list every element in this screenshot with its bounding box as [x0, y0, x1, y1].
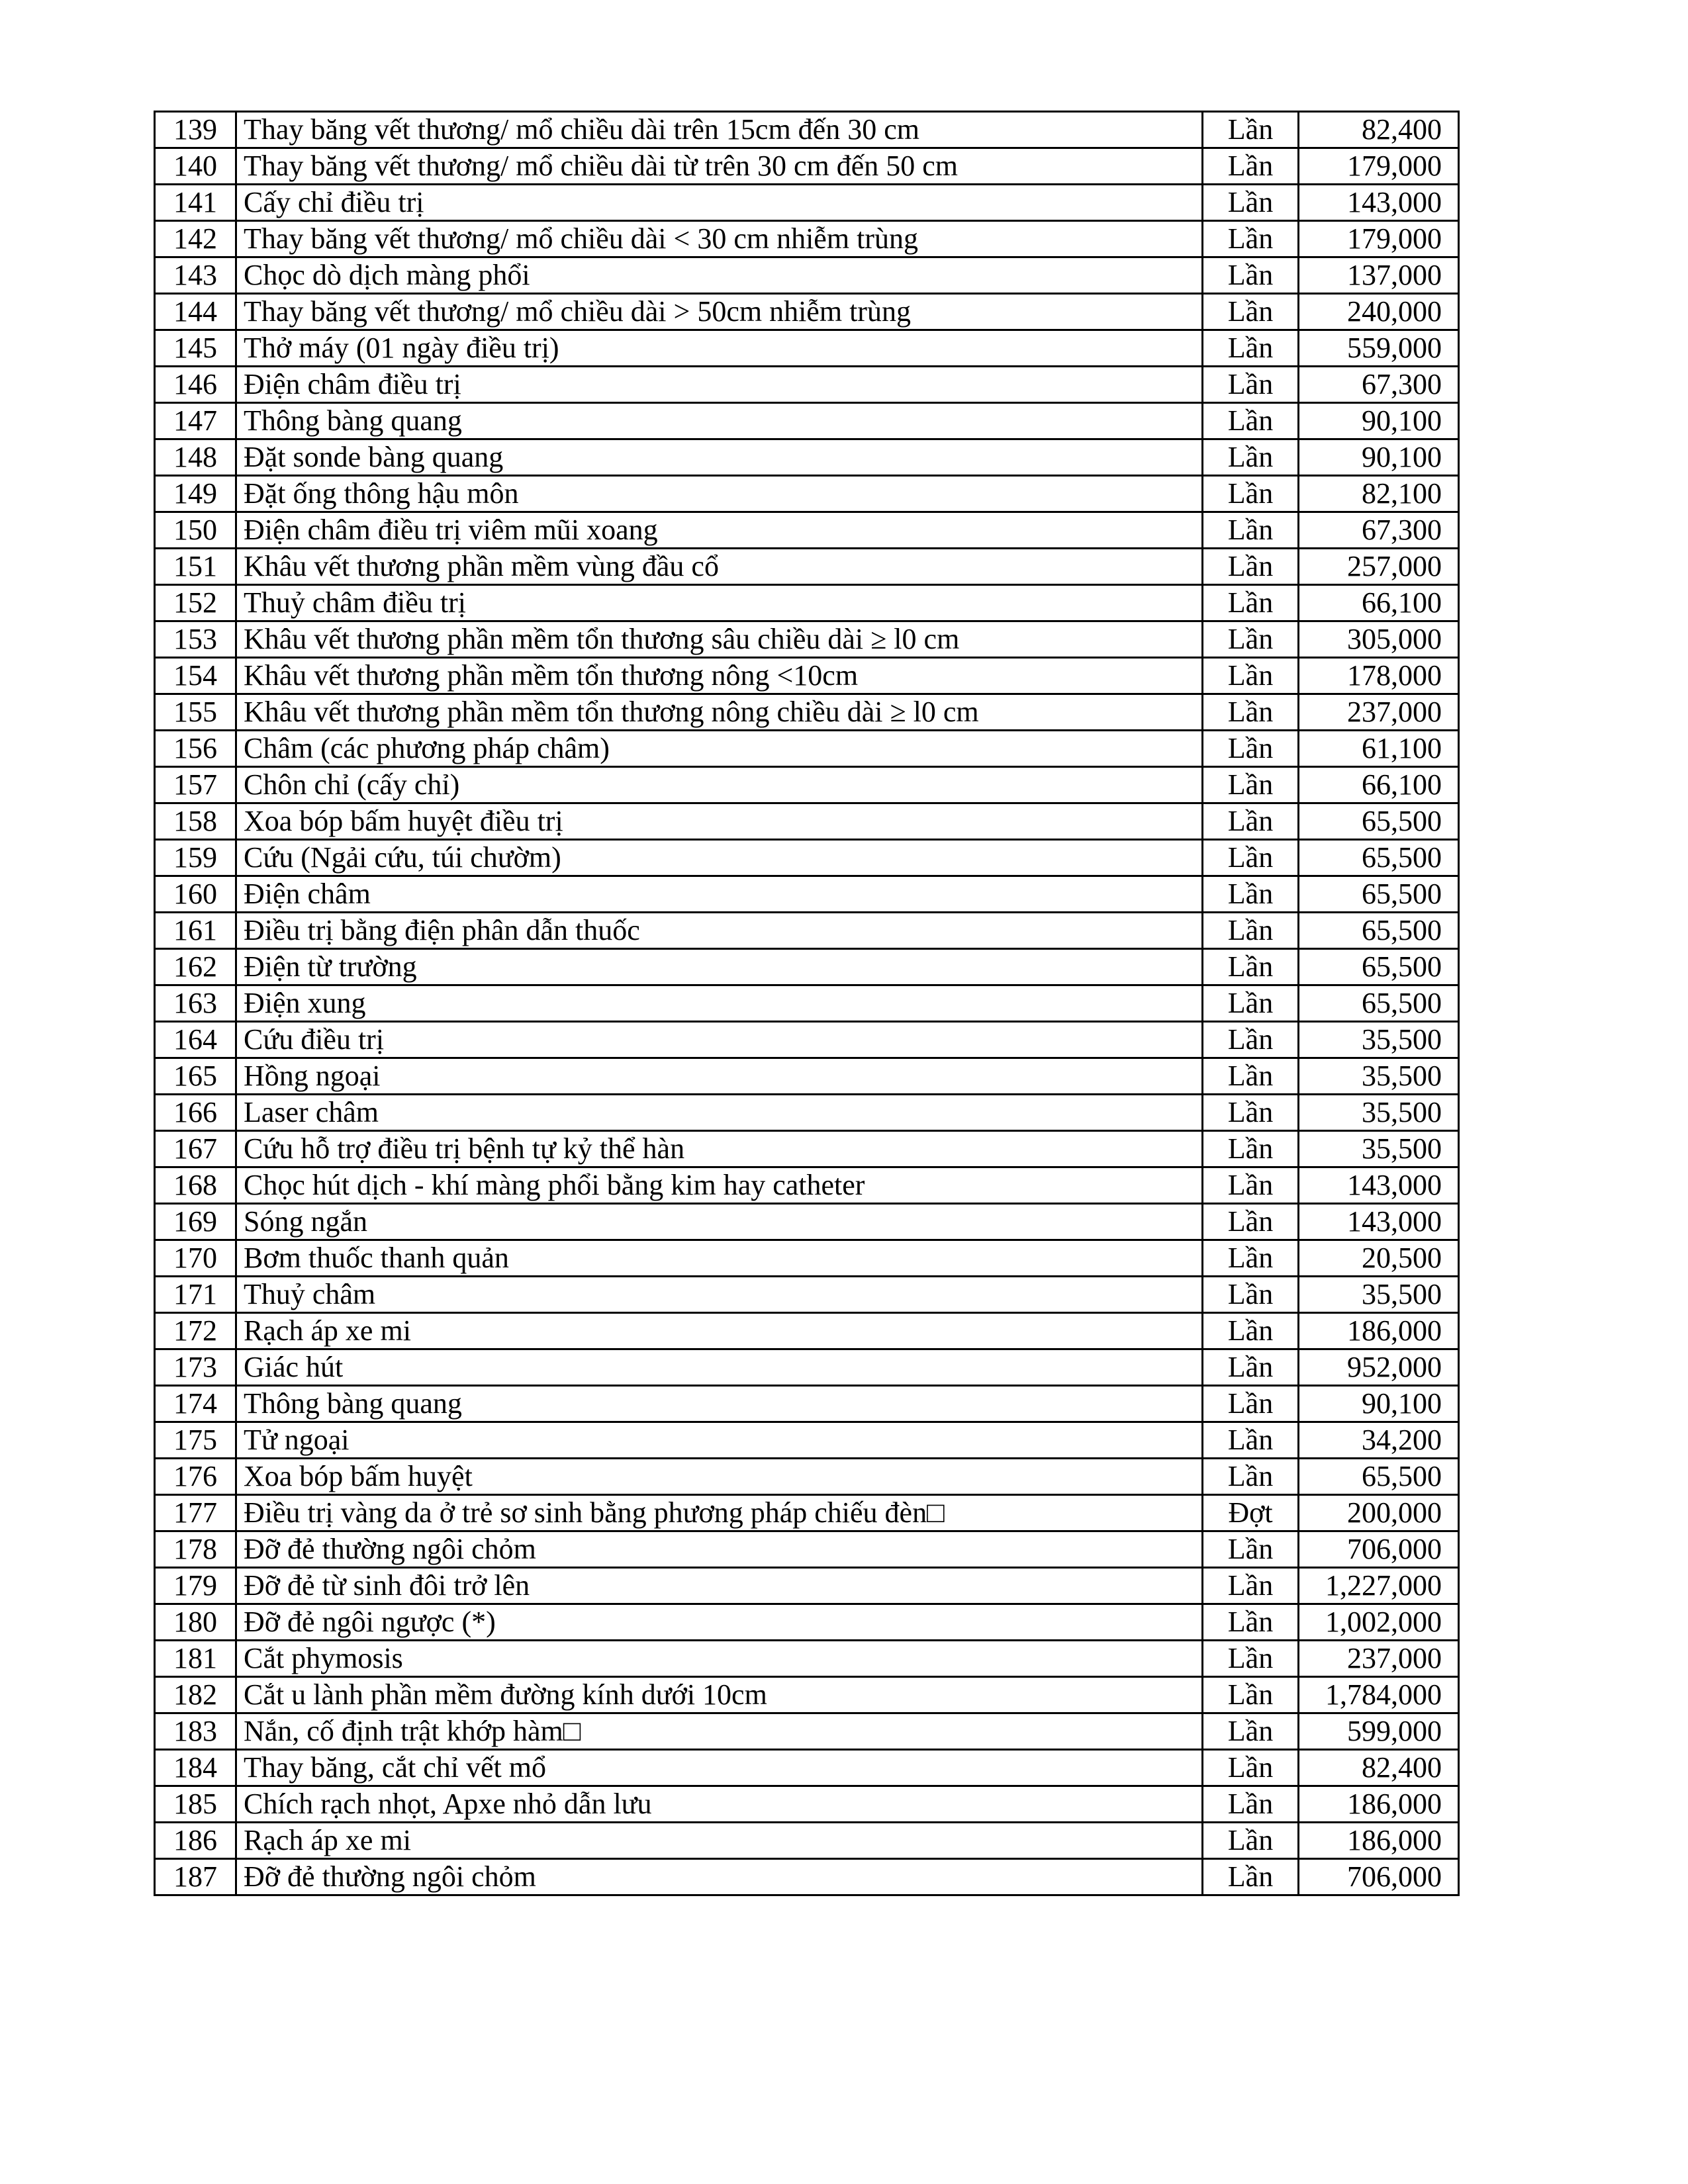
table-row	[155, 585, 1459, 621]
row-number: 145	[155, 330, 236, 367]
row-number: 146	[155, 367, 236, 403]
unit: Lần	[1203, 1204, 1299, 1240]
unit: Lần	[1203, 1641, 1299, 1677]
table-row	[155, 1495, 1459, 1531]
row-number: 170	[155, 1240, 236, 1277]
service-name: Thuỷ châm điều trị	[236, 585, 1203, 621]
unit: Lần	[1203, 1531, 1299, 1568]
price: 706,000	[1299, 1531, 1459, 1568]
table-row	[155, 1677, 1459, 1713]
unit: Lần	[1203, 1604, 1299, 1641]
table-row	[155, 1422, 1459, 1459]
row-number: 158	[155, 803, 236, 840]
table-row	[155, 840, 1459, 876]
price: 599,000	[1299, 1713, 1459, 1750]
service-name: Thay băng vết thương/ mổ chiều dài < 30 cm nhiễm trùng	[236, 221, 1203, 257]
row-number: 180	[155, 1604, 236, 1641]
unit: Lần	[1203, 1422, 1299, 1459]
service-name: Cắt u lành phần mềm đường kính dưới 10cm	[236, 1677, 1203, 1713]
unit: Lần	[1203, 1131, 1299, 1167]
price: 35,500	[1299, 1131, 1459, 1167]
price: 143,000	[1299, 1167, 1459, 1204]
row-number: 143	[155, 257, 236, 294]
row-number: 168	[155, 1167, 236, 1204]
table-row	[155, 913, 1459, 949]
row-number: 169	[155, 1204, 236, 1240]
price: 20,500	[1299, 1240, 1459, 1277]
service-name: Khâu vết thương phần mềm vùng đầu cổ	[236, 549, 1203, 585]
table-row	[155, 1713, 1459, 1750]
service-name: Thuỷ châm	[236, 1277, 1203, 1313]
table-row	[155, 1531, 1459, 1568]
table-row	[155, 1459, 1459, 1495]
unit: Lần	[1203, 549, 1299, 585]
unit: Lần	[1203, 330, 1299, 367]
price: 186,000	[1299, 1786, 1459, 1823]
row-number: 161	[155, 913, 236, 949]
service-name: Khâu vết thương phần mềm tổn thương sâu chiều dài ≥ l0 cm	[236, 621, 1203, 658]
price: 257,000	[1299, 549, 1459, 585]
price: 186,000	[1299, 1823, 1459, 1859]
unit: Lần	[1203, 112, 1299, 148]
table-row	[155, 1022, 1459, 1058]
price: 90,100	[1299, 403, 1459, 439]
service-name: Cấy chỉ điều trị	[236, 185, 1203, 221]
unit: Lần	[1203, 185, 1299, 221]
service-name: Điện châm điều trị viêm mũi xoang	[236, 512, 1203, 549]
service-name: Đặt ống thông hậu môn	[236, 476, 1203, 512]
unit: Lần	[1203, 621, 1299, 658]
table-row	[155, 767, 1459, 803]
service-name: Đỡ đẻ ngôi ngược (*)	[236, 1604, 1203, 1641]
unit: Lần	[1203, 403, 1299, 439]
table-row	[155, 949, 1459, 985]
table-row	[155, 1313, 1459, 1349]
table-row	[155, 1277, 1459, 1313]
service-name: Đỡ đẻ thường ngôi chỏm	[236, 1531, 1203, 1568]
service-name: Điện châm điều trị	[236, 367, 1203, 403]
row-number: 173	[155, 1349, 236, 1386]
service-name: Điều trị bằng điện phân dẫn thuốc	[236, 913, 1203, 949]
service-name: Điều trị vàng da ở trẻ sơ sinh bằng phương pháp chiếu đèn□	[236, 1495, 1203, 1531]
unit: Lần	[1203, 658, 1299, 694]
service-name: Tử ngoại	[236, 1422, 1203, 1459]
service-name: Cứu (Ngải cứu, túi chườm)	[236, 840, 1203, 876]
price: 66,100	[1299, 585, 1459, 621]
unit: Lần	[1203, 840, 1299, 876]
unit: Lần	[1203, 367, 1299, 403]
unit: Lần	[1203, 1095, 1299, 1131]
service-name: Thông bàng quang	[236, 1386, 1203, 1422]
service-name: Đặt sonde bàng quang	[236, 439, 1203, 476]
service-name: Thay băng vết thương/ mổ chiều dài trên 15cm đến 30 cm	[236, 112, 1203, 148]
unit: Lần	[1203, 985, 1299, 1022]
row-number: 151	[155, 549, 236, 585]
price: 952,000	[1299, 1349, 1459, 1386]
price: 67,300	[1299, 367, 1459, 403]
price: 35,500	[1299, 1277, 1459, 1313]
price: 137,000	[1299, 257, 1459, 294]
row-number: 177	[155, 1495, 236, 1531]
table-row	[155, 1167, 1459, 1204]
row-number: 172	[155, 1313, 236, 1349]
service-name: Rạch áp xe mi	[236, 1823, 1203, 1859]
service-name: Sóng ngắn	[236, 1204, 1203, 1240]
unit: Lần	[1203, 803, 1299, 840]
row-number: 187	[155, 1859, 236, 1895]
table-row	[155, 1641, 1459, 1677]
price: 82,400	[1299, 112, 1459, 148]
row-number: 142	[155, 221, 236, 257]
row-number: 150	[155, 512, 236, 549]
table-row	[155, 148, 1459, 185]
service-name: Điện châm	[236, 876, 1203, 913]
unit: Lần	[1203, 1240, 1299, 1277]
unit: Lần	[1203, 1022, 1299, 1058]
table-row	[155, 1240, 1459, 1277]
price: 35,500	[1299, 1058, 1459, 1095]
price: 237,000	[1299, 694, 1459, 731]
table-row	[155, 658, 1459, 694]
table-row	[155, 294, 1459, 330]
table-row	[155, 694, 1459, 731]
row-number: 181	[155, 1641, 236, 1677]
service-name: Xoa bóp bấm huyệt	[236, 1459, 1203, 1495]
row-number: 183	[155, 1713, 236, 1750]
table-row	[155, 112, 1459, 148]
table-row	[155, 185, 1459, 221]
service-name: Chọc hút dịch - khí màng phổi bằng kim hay catheter	[236, 1167, 1203, 1204]
service-name: Khâu vết thương phần mềm tổn thương nông <10cm	[236, 658, 1203, 694]
price: 559,000	[1299, 330, 1459, 367]
row-number: 162	[155, 949, 236, 985]
row-number: 139	[155, 112, 236, 148]
unit: Lần	[1203, 1823, 1299, 1859]
row-number: 175	[155, 1422, 236, 1459]
unit: Lần	[1203, 949, 1299, 985]
table-row	[155, 803, 1459, 840]
price-table-body	[155, 112, 1459, 1895]
table-row	[155, 1568, 1459, 1604]
table-row	[155, 221, 1459, 257]
row-number: 174	[155, 1386, 236, 1422]
table-row	[155, 367, 1459, 403]
service-name: Chích rạch nhọt, Apxe nhỏ dẫn lưu	[236, 1786, 1203, 1823]
service-name: Chôn chỉ (cấy chỉ)	[236, 767, 1203, 803]
price: 178,000	[1299, 658, 1459, 694]
row-number: 156	[155, 731, 236, 767]
price: 65,500	[1299, 1459, 1459, 1495]
table-row	[155, 1058, 1459, 1095]
service-name: Khâu vết thương phần mềm tổn thương nông chiều dài ≥ l0 cm	[236, 694, 1203, 731]
unit: Lần	[1203, 1677, 1299, 1713]
table-row	[155, 985, 1459, 1022]
service-name: Hồng ngoại	[236, 1058, 1203, 1095]
row-number: 157	[155, 767, 236, 803]
table-row	[155, 1823, 1459, 1859]
row-number: 155	[155, 694, 236, 731]
row-number: 149	[155, 476, 236, 512]
service-name: Xoa bóp bấm huyệt điều trị	[236, 803, 1203, 840]
table-row	[155, 512, 1459, 549]
service-name: Nắn, cố định trật khớp hàm□	[236, 1713, 1203, 1750]
row-number: 167	[155, 1131, 236, 1167]
row-number: 160	[155, 876, 236, 913]
service-name: Bơm thuốc thanh quản	[236, 1240, 1203, 1277]
unit: Lần	[1203, 876, 1299, 913]
unit: Lần	[1203, 1459, 1299, 1495]
service-name: Điện xung	[236, 985, 1203, 1022]
service-name: Đỡ đẻ từ sinh đôi trở lên	[236, 1568, 1203, 1604]
service-name: Chọc dò dịch màng phổi	[236, 257, 1203, 294]
row-number: 165	[155, 1058, 236, 1095]
price: 65,500	[1299, 949, 1459, 985]
unit: Lần	[1203, 1313, 1299, 1349]
table-row	[155, 330, 1459, 367]
price: 143,000	[1299, 185, 1459, 221]
price: 65,500	[1299, 985, 1459, 1022]
row-number: 185	[155, 1786, 236, 1823]
unit: Lần	[1203, 1859, 1299, 1895]
table-row	[155, 1131, 1459, 1167]
unit: Lần	[1203, 476, 1299, 512]
row-number: 164	[155, 1022, 236, 1058]
row-number: 144	[155, 294, 236, 330]
unit: Lần	[1203, 1277, 1299, 1313]
row-number: 152	[155, 585, 236, 621]
price: 61,100	[1299, 731, 1459, 767]
table-row	[155, 1386, 1459, 1422]
price: 179,000	[1299, 221, 1459, 257]
service-name: Thay băng, cắt chỉ vết mổ	[236, 1750, 1203, 1786]
table-row	[155, 1604, 1459, 1641]
price: 305,000	[1299, 621, 1459, 658]
service-name: Điện từ trường	[236, 949, 1203, 985]
price: 90,100	[1299, 439, 1459, 476]
unit: Lần	[1203, 694, 1299, 731]
price: 65,500	[1299, 876, 1459, 913]
unit: Lần	[1203, 731, 1299, 767]
table-row	[155, 257, 1459, 294]
service-name: Thay băng vết thương/ mổ chiều dài > 50cm nhiễm trùng	[236, 294, 1203, 330]
price: 82,100	[1299, 476, 1459, 512]
price: 90,100	[1299, 1386, 1459, 1422]
row-number: 159	[155, 840, 236, 876]
row-number: 141	[155, 185, 236, 221]
unit: Lần	[1203, 767, 1299, 803]
price: 65,500	[1299, 913, 1459, 949]
service-name: Giác hút	[236, 1349, 1203, 1386]
unit: Lần	[1203, 1349, 1299, 1386]
row-number: 184	[155, 1750, 236, 1786]
price: 35,500	[1299, 1022, 1459, 1058]
price: 179,000	[1299, 148, 1459, 185]
table-row	[155, 439, 1459, 476]
price: 200,000	[1299, 1495, 1459, 1531]
service-name: Cứu hỗ trợ điều trị bệnh tự kỷ thể hàn	[236, 1131, 1203, 1167]
unit: Lần	[1203, 1750, 1299, 1786]
unit: Lần	[1203, 1568, 1299, 1604]
row-number: 153	[155, 621, 236, 658]
row-number: 166	[155, 1095, 236, 1131]
unit: Lần	[1203, 1713, 1299, 1750]
unit: Lần	[1203, 439, 1299, 476]
unit: Lần	[1203, 1058, 1299, 1095]
table-row	[155, 1095, 1459, 1131]
price: 65,500	[1299, 803, 1459, 840]
unit: Lần	[1203, 913, 1299, 949]
service-name: Thay băng vết thương/ mổ chiều dài từ trên 30 cm đến 50 cm	[236, 148, 1203, 185]
unit: Lần	[1203, 221, 1299, 257]
service-name: Thở máy (01 ngày điều trị)	[236, 330, 1203, 367]
row-number: 176	[155, 1459, 236, 1495]
price: 65,500	[1299, 840, 1459, 876]
table-row	[155, 876, 1459, 913]
table-row	[155, 476, 1459, 512]
table-row	[155, 621, 1459, 658]
unit: Lần	[1203, 257, 1299, 294]
service-name: Laser châm	[236, 1095, 1203, 1131]
table-row	[155, 549, 1459, 585]
row-number: 171	[155, 1277, 236, 1313]
table-row	[155, 1750, 1459, 1786]
table-row	[155, 1204, 1459, 1240]
row-number: 186	[155, 1823, 236, 1859]
table-row	[155, 1786, 1459, 1823]
price-table	[154, 111, 1460, 1896]
price: 237,000	[1299, 1641, 1459, 1677]
unit: Lần	[1203, 1167, 1299, 1204]
price: 1,002,000	[1299, 1604, 1459, 1641]
service-name: Cứu điều trị	[236, 1022, 1203, 1058]
service-name: Thông bàng quang	[236, 403, 1203, 439]
unit: Lần	[1203, 148, 1299, 185]
price: 34,200	[1299, 1422, 1459, 1459]
unit: Lần	[1203, 1386, 1299, 1422]
service-name: Rạch áp xe mi	[236, 1313, 1203, 1349]
price: 1,227,000	[1299, 1568, 1459, 1604]
table-row	[155, 1349, 1459, 1386]
service-name: Cắt phymosis	[236, 1641, 1203, 1677]
row-number: 178	[155, 1531, 236, 1568]
row-number: 179	[155, 1568, 236, 1604]
table-row	[155, 731, 1459, 767]
price: 82,400	[1299, 1750, 1459, 1786]
price: 706,000	[1299, 1859, 1459, 1895]
row-number: 148	[155, 439, 236, 476]
price: 67,300	[1299, 512, 1459, 549]
row-number: 147	[155, 403, 236, 439]
row-number: 154	[155, 658, 236, 694]
unit: Đợt	[1203, 1495, 1299, 1531]
unit: Lần	[1203, 294, 1299, 330]
service-name: Đỡ đẻ thường ngôi chỏm	[236, 1859, 1203, 1895]
price: 35,500	[1299, 1095, 1459, 1131]
row-number: 140	[155, 148, 236, 185]
service-name: Châm (các phương pháp châm)	[236, 731, 1203, 767]
price: 143,000	[1299, 1204, 1459, 1240]
price: 240,000	[1299, 294, 1459, 330]
price: 66,100	[1299, 767, 1459, 803]
unit: Lần	[1203, 585, 1299, 621]
unit: Lần	[1203, 512, 1299, 549]
price: 186,000	[1299, 1313, 1459, 1349]
price: 1,784,000	[1299, 1677, 1459, 1713]
table-row	[155, 1859, 1459, 1895]
row-number: 163	[155, 985, 236, 1022]
table-row	[155, 403, 1459, 439]
row-number: 182	[155, 1677, 236, 1713]
unit: Lần	[1203, 1786, 1299, 1823]
